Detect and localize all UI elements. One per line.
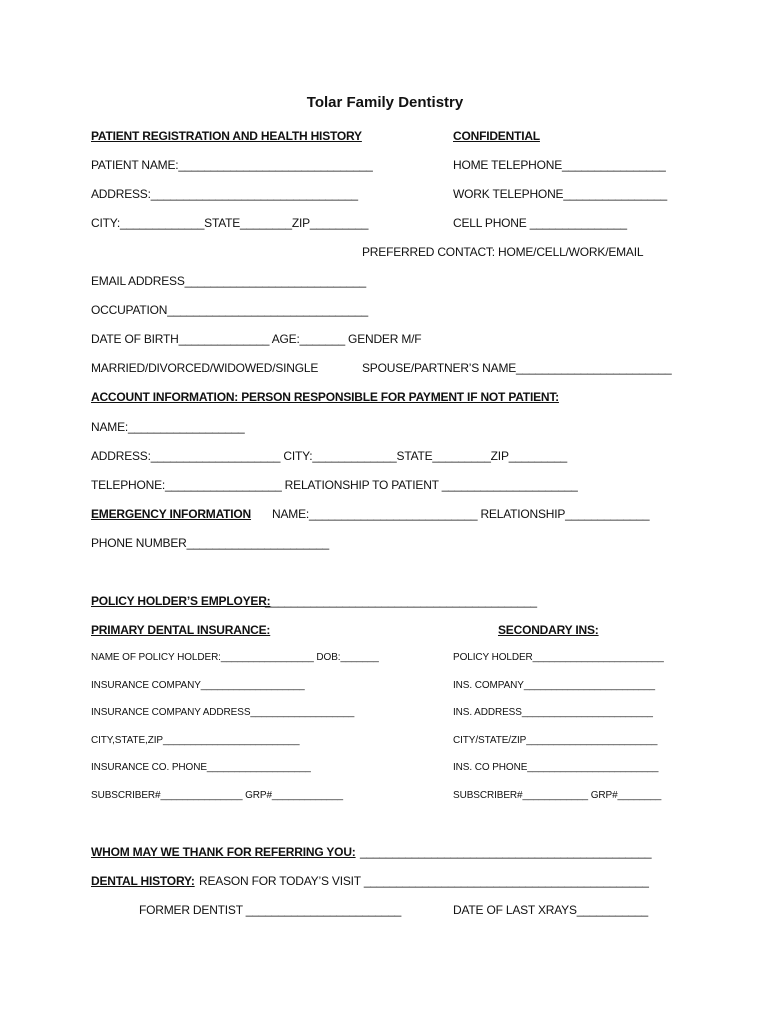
emergency-name-field[interactable]: NAME:__________________________ RELATIONSHIP_____________ bbox=[272, 507, 650, 521]
secondary-policy-holder-field[interactable]: POLICY HOLDER________________________ bbox=[453, 652, 664, 663]
primary-insurance-heading: PRIMARY DENTAL INSURANCE: bbox=[91, 623, 271, 637]
occupation-field[interactable]: OCCUPATION_______________________________ bbox=[91, 303, 368, 317]
dob-age-gender-field[interactable]: DATE OF BIRTH______________ AGE:_______ GENDER M/F bbox=[91, 332, 422, 346]
registration-heading: PATIENT REGISTRATION AND HEALTH HISTORY bbox=[91, 129, 362, 143]
account-name-field[interactable]: NAME:__________________ bbox=[91, 420, 245, 434]
confidential-heading: CONFIDENTIAL bbox=[453, 129, 540, 143]
marital-status-field[interactable]: MARRIED/DIVORCED/WIDOWED/SINGLE bbox=[91, 361, 319, 375]
account-telephone-field[interactable]: TELEPHONE:__________________ RELATIONSHIP TO PATIENT _____________________ bbox=[91, 478, 578, 492]
address-field[interactable]: ADDRESS:________________________________ bbox=[91, 187, 358, 201]
account-information-heading: ACCOUNT INFORMATION: PERSON RESPONSIBLE FOR PAYMENT IF NOT PATIENT: bbox=[91, 390, 559, 404]
secondary-city-field[interactable]: CITY/STATE/ZIP________________________ bbox=[453, 735, 658, 746]
primary-city-field[interactable]: CITY,STATE,ZIP_________________________ bbox=[91, 735, 300, 746]
form-title: Tolar Family Dentistry bbox=[306, 94, 464, 111]
former-dentist-field[interactable]: FORMER DENTIST ________________________ bbox=[139, 903, 402, 917]
primary-subscriber-field[interactable]: SUBSCRIBER#_______________ GRP#_____________ bbox=[91, 790, 343, 801]
policy-employer-field[interactable]: __________________________________________ bbox=[265, 594, 537, 608]
work-telephone-field[interactable]: WORK TELEPHONE________________ bbox=[453, 187, 667, 201]
secondary-insurance-heading: SECONDARY INS: bbox=[498, 623, 599, 637]
cell-phone-field[interactable]: CELL PHONE _______________ bbox=[453, 216, 627, 230]
secondary-subscriber-field[interactable]: SUBSCRIBER#____________ GRP#________ bbox=[453, 790, 662, 801]
referral-field[interactable]: _____________________________________________ bbox=[360, 845, 652, 859]
emergency-information-heading: EMERGENCY INFORMATION bbox=[91, 507, 252, 521]
primary-company-field[interactable]: INSURANCE COMPANY___________________ bbox=[91, 680, 305, 691]
preferred-contact-field[interactable]: PREFERRED CONTACT: HOME/CELL/WORK/EMAIL bbox=[362, 245, 644, 259]
secondary-company-field[interactable]: INS. COMPANY________________________ bbox=[453, 680, 655, 691]
home-telephone-field[interactable]: HOME TELEPHONE________________ bbox=[453, 158, 666, 172]
secondary-phone-field[interactable]: INS. CO PHONE________________________ bbox=[453, 762, 659, 773]
email-field[interactable]: EMAIL ADDRESS____________________________ bbox=[91, 274, 366, 288]
phone-number-field[interactable]: PHONE NUMBER______________________ bbox=[91, 536, 330, 550]
policy-employer-label: POLICY HOLDER’S EMPLOYER: bbox=[91, 594, 271, 608]
account-address-field[interactable]: ADDRESS:____________________ CITY:_____________STATE_________ZIP_________ bbox=[91, 449, 568, 463]
primary-phone-field[interactable]: INSURANCE CO. PHONE___________________ bbox=[91, 762, 311, 773]
dental-history-label: DENTAL HISTORY: bbox=[91, 874, 195, 888]
primary-policy-holder-field[interactable]: NAME OF POLICY HOLDER:_________________ DOB:_______ bbox=[91, 652, 379, 663]
city-state-zip-field[interactable]: CITY:_____________STATE________ZIP_________ bbox=[91, 216, 369, 230]
reason-for-visit-field[interactable]: REASON FOR TODAY’S VISIT ____________________________________________ bbox=[199, 874, 649, 888]
spouse-name-field[interactable]: SPOUSE/PARTNER’S NAME________________________ bbox=[362, 361, 672, 375]
last-xrays-field[interactable]: DATE OF LAST XRAYS___________ bbox=[453, 903, 648, 917]
referral-label: WHOM MAY WE THANK FOR REFERRING YOU: bbox=[91, 845, 356, 859]
primary-company-address-field[interactable]: INSURANCE COMPANY ADDRESS___________________ bbox=[91, 707, 355, 718]
secondary-address-field[interactable]: INS. ADDRESS________________________ bbox=[453, 707, 653, 718]
patient-name-field[interactable]: PATIENT NAME:______________________________ bbox=[91, 158, 373, 172]
